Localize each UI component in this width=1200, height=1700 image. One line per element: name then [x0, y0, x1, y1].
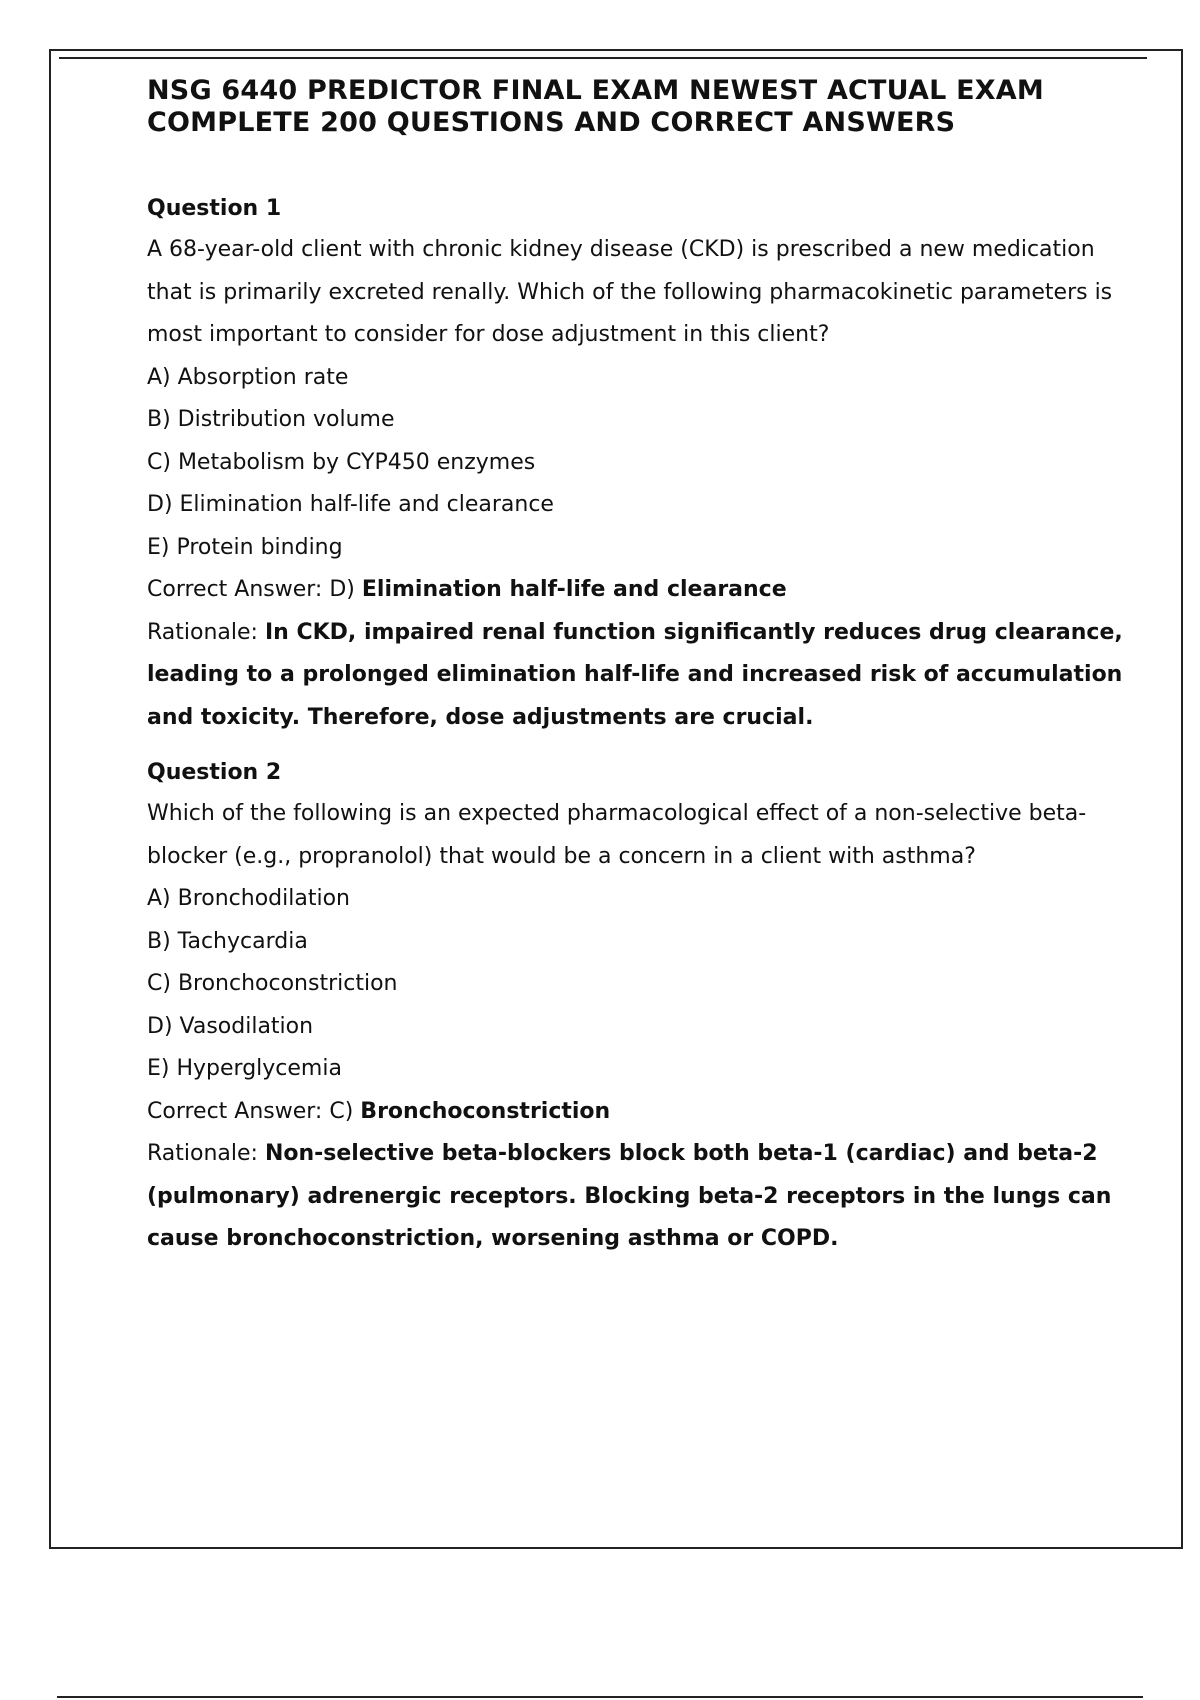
option-e: E) Hyperglycemia	[147, 1056, 342, 1081]
answer-options	[147, 878, 1137, 1091]
question-heading: Question 2	[147, 760, 282, 785]
question-1	[147, 195, 1137, 739]
rationale-text: Non-selective beta-blockers block both beta-1 (cardiac) and beta-2 (pulmonary) adrenergic receptors. Blocking beta-2 receptors in the lungs can cause bronchoconstriction, worsening asthma or COPD.	[147, 1141, 1112, 1251]
correct-answer-text: Elimination half-life and clearance	[361, 577, 787, 602]
option-c: C) Metabolism by CYP450 enzymes	[147, 449, 536, 475]
option-a: A) Absorption rate	[147, 364, 349, 390]
page-frame	[49, 49, 1183, 1549]
option-c: C) Bronchoconstriction	[147, 971, 398, 996]
rationale-prefix: Rationale:	[147, 1141, 258, 1166]
correct-answer-text: Bronchoconstriction	[360, 1098, 611, 1124]
question-stem: A 68-year-old client with chronic kidney disease (CKD) is prescribed a new medication that is primarily excreted renally. Which of the following pharmacokinetic parameters is most important to consider for dose adjustment in this client?	[147, 237, 1113, 347]
option-d: D) Elimination half-life and clearance	[147, 492, 554, 517]
question-2	[147, 759, 1137, 1261]
correct-answer	[147, 1091, 1137, 1134]
option-e: E) Protein binding	[147, 534, 343, 560]
rationale	[147, 612, 1137, 740]
correct-answer	[147, 569, 1137, 612]
correct-answer-prefix: Correct Answer: D)	[147, 577, 355, 602]
answer-options	[147, 357, 1137, 570]
document-title-line-1: NSG 6440 PREDICTOR FINAL EXAM NEWEST ACTUAL EXAM	[147, 75, 1044, 106]
option-a: A) Bronchodilation	[147, 886, 350, 911]
question-heading: Question 1	[147, 196, 282, 221]
rationale-text: In CKD, impaired renal function significantly reduces drug clearance, leading to a prolonged elimination half-life and increased risk of accumulation and toxicity. Therefore, dose adjustments are crucial.	[147, 619, 1123, 730]
question-stem: Which of the following is an expected pharmacological effect of a non-selective beta-blocker (e.g., propranolol) that would be a concern in a client with asthma?	[147, 801, 1087, 869]
top-rule	[59, 57, 1147, 59]
rationale	[147, 1133, 1137, 1261]
correct-answer-prefix: Correct Answer: C)	[147, 1098, 354, 1124]
option-d: D) Vasodilation	[147, 1013, 314, 1039]
document-content	[147, 75, 1137, 1281]
rationale-prefix: Rationale:	[147, 619, 258, 645]
option-b: B) Tachycardia	[147, 928, 308, 954]
question-list	[147, 195, 1137, 1261]
bottom-rule	[57, 1696, 1143, 1698]
option-b: B) Distribution volume	[147, 407, 395, 432]
document-title	[147, 75, 1137, 139]
document-title-line-2: COMPLETE 200 QUESTIONS AND CORRECT ANSWERS	[147, 107, 956, 138]
